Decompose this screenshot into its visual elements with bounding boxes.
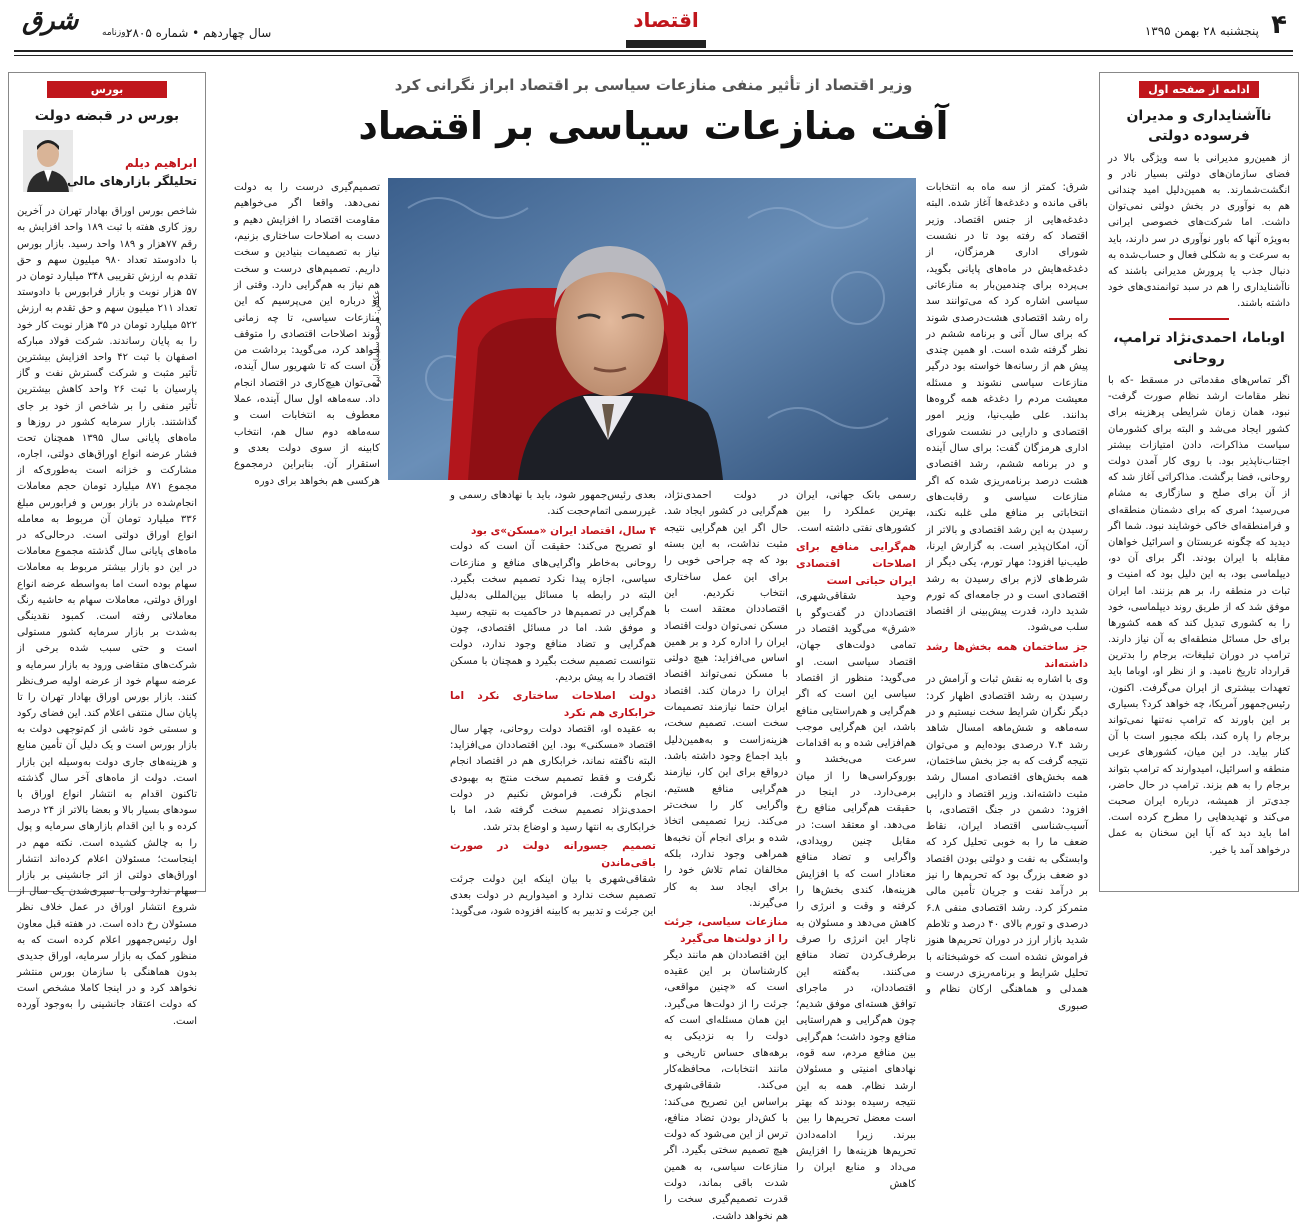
column-paragraph: تصمیم‌گیری درست را به دولت نمی‌دهد. واقعا اگر می‌خواهیم مقاومت اقتصاد را افزایش دهیم و دست به اصلاحات ساختاری بزنیم، نیاز به تصمیمات بنیادین و سخت داریم. تصمیم‌های درست و سخت هم نیاز به هم‌گرایی دارد. وقتی از او درباره این می‌پرسیم که این منازعات سیاسی، تا چه زمانی روند اصلاحات اقتصادی را متوقف خواهد کرد، می‌گوید: برداشت من آن است که تا شهریور سال آینده، نمی‌توان هیچ‌کاری در اقتصاد انجام داد. سه‌ماهه اول سال آینده، عملا معطوف به انتخابات است و سه‌ماهه دوم سال هم، انتخاب کابینه از سوی دولت بعدی و استقرار آن. بنابراین درمجموع هرکسی هم بخواهد برای دوره (234, 182, 380, 487)
right-sidebar (1099, 72, 1299, 892)
newspaper-logo: شرق (22, 6, 79, 36)
avatar (23, 130, 73, 192)
column-subheading: هم‌گرایی منافع برای اصلاحات اقتصادی ایران حیاتی است (796, 540, 916, 587)
page-number: ۴ (1271, 10, 1287, 40)
sidebar-divider (1169, 318, 1229, 320)
author-name: ابراهیم دیلم (125, 156, 197, 171)
newspaper-logo-sub: روزنامه (102, 28, 130, 38)
column-paragraph: وی با اشاره به نقش ثبات و آرامش در رسیدن به رشد اقتصادی اظهار کرد: دیگر نگران شرایط سخت نیستیم و در سه‌ماهه و شش‌ماهه امسال شاهد رشد ۷.۴ درصدی بوده‌ایم و می‌توان نتیجه گرفت که به جز بخش ساختمان، همه بخش‌های اقتصادی امسال رشد مثبت داشته‌اند. وزیر اقتصاد و دارایی افزود: دشمن در جنگ اقتصادی، با آسیب‌شناسی اقتصاد ایران، نقاط ضعف ما را به خوبی تحلیل کرد که وابستگی به نفت و دولتی بودن اقتصاد دو ضعف بزرگ بود که تحریم‌ها را نیز بر درآمد نفت و جریان تأمین مالی متمرکز کرد. رشد اقتصادی منفی ۶.۸ درصدی و تورم بالای ۴۰ درصد و تلاطم شدید بازار ارز در دوران تحریم‌ها هنوز فراموش نشده است که خوشبختانه با تحلیل شرایط و برنامه‌ریزی درست و همدلی و هماهنگی ارکان نظام و صبوری (926, 674, 1088, 1012)
article-column-3 (796, 488, 916, 1190)
article-kicker: وزیر اقتصاد از تأثیر منفی منازعات سیاسی بر اقتصاد ابراز نگرانی کرد (394, 76, 913, 94)
column-paragraph: به عقیده او، اقتصاد دولت روحانی، چهار سال اقتصاد «مسکنی» بود. این اقتصاددان می‌افزاید: البته ناگفته نماند، خرابکاری هم در اقتصاد انجام نگرفت و فقط تصمیم سخت منتج به بهبودی انجام نگرفت. فراموش نکنیم در دولت احمدی‌نژاد تصمیم سخت گرفته شد، اما با خرابکاری به انتها رسید و اوضاع بدتر شد. (450, 723, 656, 833)
left-sidebar (8, 72, 206, 1027)
section-title: اقتصاد (633, 8, 699, 32)
article-column-2 (234, 180, 380, 487)
sidebar-paragraph: از همین‌رو مدیرانی با سه ویژگی بالا در فضای سازمان‌های دولتی بسیار نادر و انگشت‌شمارند. به همین‌دلیل امید چندانی هم به نوآوری در بخش دولتی نمی‌توان داشت. اما شرکت‌های خصوصی ایرانی به‌ویژه آنها که باور نوآوری در سر دارند، باید به سرعت و به شکلی فعال و حساب‌شده به دنبال جذب یا پرورش مدیرانی باشند که ناآشنایداری را هم در سبد توانمندی‌های خود داشته باشند. (1108, 152, 1290, 310)
column-paragraph: این اقتصاددان هم مانند دیگر کارشناسان بر این عقیده است که «چنین مواقعی، جرئت را از دولت‌ها می‌گیرد. این همان مسئله‌ای است که دولت را به نزدیکی به برهه‌های حساس تاریخی و مانند انتخابات، محافظه‌کار می‌کند. شقاقی‌شهری براساس این تصریح می‌کند: با کش‌دار بودن تضاد منافع، ترس از این می‌شود که دولت هیچ تصمیم سختی بگیرد. اگر منازعات سیاسی، به همین شدت باقی بماند، دولت قدرت تصمیم‌گیری سخت را هم نخواهد داشت. (664, 949, 788, 1222)
author-role: تحلیلگر بازارهای مالی (67, 174, 197, 189)
header-rule-thin (14, 55, 1293, 56)
continued-tag: ادامه از صفحه اول (1139, 81, 1259, 98)
column-subheading: تصمیم جسورانه دولت در صورت باقی‌ماندن (450, 840, 656, 869)
header-rule (14, 50, 1293, 52)
sidebar-paragraph: اگر تماس‌های مقدماتی در مسقط -که با نظر مقامات ارشد نظام صورت گرفت- نبود، همان زمان شرایطی پرهزینه برای کشور ایجاد می‌شد و البته برای کشورمان سیاست مذاکرات، دادن امتیازات بیشتر اجتناب‌ناپذیر بود. با روی کار آمدن دولت روحانی، فضا برگشت. مذاکراتی آغاز شد که از آن برای صلح و سازگاری به مشام می‌رسید؛ امری که برای دشمنان منطقه‌ای و فرامنطقه‌ای خاکی خوشایند نبود. شما اگر دیدید که چگونه عربستان و اسرائیل خواهان مقابله با ایران بودند. اگر برای آن دو، دیپلماسی بود، به این دلیل بود که امنیت و ثبات در منطقه را، بر هم بزنند. اما ایران موفق شد که از طریق روند دیپلماسی، خود را به کشوری تبدیل کند که همه کشورها برای حل مسائل منطقه‌ای به آن نیاز دارند. ترامپ در دوران تبلیغات، برجام را بدترین قرارداد تاریخ نامید. و از نظر او، اوباما باید تعهدات بیشتری از ایران می‌گرفت. اکنون، رئیس‌جمهور آمریکا، چه خواهد کرد؟ بسیاری بر این باورند که ترامپ نه‌تنها نمی‌تواند برجام را پاره کند، بلکه مجبور است با آن کنار بیاید. در این میان، کشورهای عربی منطقه و اسرائیل، امیدوارند که ترامپ بتواند برجام را به هم بزند. ترامپ در حال حاضر، جدی‌تر از همیشه، درباره ایران صحبت می‌کند و تهدیدهایی را مطرح کرده است. اما باید دید که آیا این سخنان به عمل درخواهد آمد یا خیر. (1108, 375, 1290, 856)
column-paragraph: رسمی بانک جهانی، ایران بهترین عملکرد را بین کشورهای نفتی داشته است. (796, 490, 916, 534)
article-photo (388, 178, 916, 480)
article-column-5 (450, 488, 656, 918)
section-bar (626, 40, 706, 48)
sidebar-body-2 (1108, 373, 1290, 859)
column-paragraph: بعدی رئیس‌جمهور شود، باید با نهادهای رسمی و غیررسمی اتمام‌حجت کند. (450, 490, 656, 518)
sidebar-body-1 (1108, 151, 1290, 313)
article-column-1 (926, 180, 1088, 1012)
column-subheading: منازعات سیاسی، جرئت را از دولت‌ها می‌گیرد (664, 916, 788, 945)
issue-number: سال چهاردهم • شماره ۲۸۰۵ (126, 26, 272, 40)
column-paragraph: وحید شقاقی‌شهری، اقتصاددان در گفت‌وگو با «شرق» می‌گوید اقتصاد در تمامی دولت‌های جهان، اقتصاد سیاسی است. او می‌گوید: منظور از اقتصاد سیاسی این است که اگر هم‌گرایی و هم‌راستایی منافع باشد، این هم‌گرایی موجب هم‌افزایی شده و به اقدامات سرعت می‌بخشد و بوروکراسی‌ها را از میان برمی‌دارد. در اینجا در حقیقت هم‌گرایی منافع رخ می‌دهد. او معتقد است: در مقابل چنین رویدادی، واگرایی و تضاد منافع معنادار است که با افزایش هزینه‌ها، کندی بخش‌ها را کرفته و وقت و انرژی را کاهش می‌دهد و مسئولان به ناچار این انرژی را صرف برطرف‌کردن تضاد منافع می‌کنند. به‌گفته این اقتصاددان، در ماجرای توافق هسته‌ای موفق شدیم؛ چون هم‌گرایی و هم‌راستایی منافع وجود داشت؛ هم‌گرایی بین منافع مردم، سه قوه، نهادهای امنیتی و مسئولان ارشد نظام. همه به این نتیجه رسیده بودند که بهتر است معضل تحریم‌ها را بین ببرند. زیرا ادامه‌دادن تحریم‌ها هزینه‌ها را افزایش می‌داد و منابع ایران را کاهش (796, 591, 916, 1190)
sidebar-tag: بورس (47, 81, 167, 98)
column-paragraph: در دولت احمدی‌نژاد، هم‌گرایی در کشور ایجاد شد. حال اگر این هم‌گرایی نتیجه مثبت نداشت، به این بسته بود که چه جراحی خوبی را برای این عمل ساختاری انتخاب نکردیم. این اقتصاددان معتقد است با مسکن نمی‌توان دولت اقتصاد ایران را اداره کرد و بر همین اساس می‌افزاید: هیچ دولتی با مسکن نمی‌تواند اقتصاد ایران را درمان کند. اقتصاد ایران حتما نیازمند تصمیمات سخت است. تصمیم سخت، هزینه‌زاست و به‌همین‌دلیل باید اجماع وجود داشته باشد. درواقع برای این کار، نیازمند هم‌گرایی منافع هستیم. واگرایی کار را سخت‌تر می‌کند. زیرا تصمیمی اتخاذ شده و برای انجام آن نخبه‌ها همراهی وجود ندارد، بلکه مخالفان تمام تلاش خود را برای ایجاد سد به کار می‌گیرند. (664, 490, 788, 909)
sidebar-body (17, 204, 197, 1030)
sidebar-title-2: اوباما، احمدی‌نژاد ترامپ، روحانی (1113, 330, 1285, 367)
issue-date: پنجشنبه ۲۸ بهمن ۱۳۹۵ (1144, 24, 1259, 38)
sidebar-title: بورس در قبضه دولت (34, 108, 180, 124)
article-column-4 (664, 488, 788, 1222)
column-paragraph: شرق: کمتر از سه ماه به انتخابات باقی مانده و دغدغه‌ها آغاز شده. البته دغدغه‌هایی از جنس اقتصاد. وزیر اقتصاد که رفته بود تا در نشست شورای اداری هرمزگان، از دغدغه‌هایش در ماه‌های پایانی بگوید، بی‌پرده برای چندمین‌بار به منازعاتی سیاسی اشاره کرد که می‌توانند سد راه رشد اقتصادی هشت‌درصدی شوند که برای سال آتی و برنامه ششم در نظر گرفته شده است. او همین چندی پیش هم از رسانه‌ها خواسته بود درگیر منازعات سیاسی نشوند و مسئله معیشت مردم را دغدغه همه گروه‌ها بدانند. علی طیب‌نیا، وزیر امور اقتصادی و دارایی در نشست شورای اداری هرمزگان گفت: برای سال آینده و در برنامه ششم، رشد اقتصادی هشت درصد برنامه‌ریزی شده که اگر منازعات سیاسی و رقابت‌های انتخاباتی بر منافع ملی غلبه نکند، رسیدن به این رشد اقتصادی و بالاتر از آن، امکان‌پذیر است. به گزارش ایرنا، طیب‌نیا افزود: مهار تورم، یکی دیگر از شرط‌های لازم برای رسیدن به رشد اقتصادی است و در جامعه‌ای که تورم شدید دارد، قدرت پیش‌بینی از اقتصاد سلب می‌شود. (926, 182, 1088, 634)
column-paragraph: او تصریح می‌کند: حقیقت آن است که دولت روحانی به‌خاطر واگرایی‌های منافع و منازعات سیاسی، اجازه پیدا نکرد تصمیم سخت بگیرد. البته در رابطه با مسائل بین‌المللی به‌دلیل هم‌گرایی در تصمیم‌ها در حاکمیت به نتیجه رسید و موفق شد. اما در مسائل اقتصادی، چون هم‌گرایی و تضاد منافع وجود ندارد، دولت نتوانست تصمیم سخت بگیرد و همچنان با مسکن اقتصاد را به پیش بردیم. (450, 541, 656, 683)
column-subheading: دولت اصلاحات ساختاری نکرد اما خرابکاری هم نکرد (450, 690, 656, 720)
article-headline: آفت منازعات سیاسی بر اقتصاد (358, 104, 949, 148)
page-header (14, 0, 1293, 52)
sidebar-paragraph: شاخص بورس اوراق بهادار تهران در آخرین روز کاری هفته با ثبت ۱۸۹ واحد افزایش به رقم ۷۷هزار و ۱۸۹ واحد رسید. بازار بورس با دادوستد تعداد ۹۸۰ میلیون سهم و حق تقدم به ارزش تقریبی ۳۴۸ میلیارد تومان در ۵۷ هزار نوبت و بازار فرابورس با دادوستد تعداد ۲۱۱ میلیون سهم و حق تقدم به ارزش ۵۲۲ میلیارد تومان در ۳۵ هزار نوبت کار خود را به پایان رساندند. شرکت فولاد مبارکه اصفهان با ثبت ۴۲ واحد افزایش بیشترین تأثیر مثبت و شرکت گسترش نفت و گاز پارسیان با ثبت ۲۶ واحد کاهش بیشترین تأثیر منفی را بر شاخص از خود بر جای گذاشتند. بازار سرمایه کشور در روزها و ماه‌های پایانی سال ۱۳۹۵ همچنان تحت فشار عرضه انواع اوراق‌های دولتی، اجاره، مشارکت و خزانه است به‌طوری‌که از مجموع ۸۷۱ میلیارد تومان حجم معاملات انجام‌شده در بازار بورس و فرابورس مبلغ ۳۳۶ میلیارد تومان آن مربوط به معامله انواع اوراق دولتی است. درحالی‌که در ماه‌های پایانی سال گذشته مجموع معاملات در این دو بازار بیشتر مربوط به معاملات سهام بوده است اما به‌واسطه عرضه انواع اوراق دولتی، معاملات سهام به حاشیه رنگ معاملاتی رفته است. کمبود نقدینگی به‌شدت بر بازار سرمایه کشور مستولی است و حتی سبب شده برخی از شرکت‌های متقاضی ورود به بازار سرمایه و عرضه سهام خود از عرضه اولیه صرف‌نظر کنند. بازار بورس اوراق بهادار تهران را تا پایان سال منتفی اعلام کند. این فضای رکود و سستی خود ناشی از کم‌توجهی دولت به بازار بورس است و یک دلیل آن تأمین منابع و هزینه‌های جاری دولت به‌وسیله این بازار است. دولت از ماه‌های آخر سال گذشته تاکنون اقدام به انتشار انواع اوراق با سودهای بسیار بالا و بعضا بالاتر از ۲۴ درصد کرده و با این اقدام بازارهای سرمایه و پول را به چالش کشیده است. نکته مهم در اینجاست؛ مسئولان اعلام کرده‌اند انتشار اوراق‌های دولتی از اثر جانشینی بر بازار سهام ندارد ولی با سپری‌شدن یک سال از شروع انتشار اوراق در عمل خلاف نظر مسئولان رخ داده است. در هفته قبل معاون اول رئیس‌جمهور اعلام کرده است که به منظور کمک به بازار سرمایه، اوراق جدیدی بدون هماهنگی با سازمان بورس منتشر نخواهد کرد و در اینجا کاملا مشخص است که دولت اعتقاد جانشینی را به‌وجود آورده است. (17, 206, 198, 1027)
author-box (17, 130, 197, 196)
column-subheading: ۴ سال، اقتصاد ایران «مسکن»ی بود (471, 524, 656, 537)
photo-credit: عکاس: مرضیه سلیمانی، ایرنا (372, 290, 381, 388)
column-paragraph: شقاقی‌شهری با بیان اینکه این دولت جرئت تصمیم سخت ندارد و امیدواریم در دولت بعدی این جرئت و تدبیر به کابینه افزوده شود، می‌گوید: (450, 873, 656, 918)
sidebar-title-1: ناآشنایداری و مدیران فرسوده دولتی (1126, 108, 1272, 145)
column-subheading: جز ساختمان همه بخش‌ها رشد داشته‌اند (926, 640, 1088, 670)
